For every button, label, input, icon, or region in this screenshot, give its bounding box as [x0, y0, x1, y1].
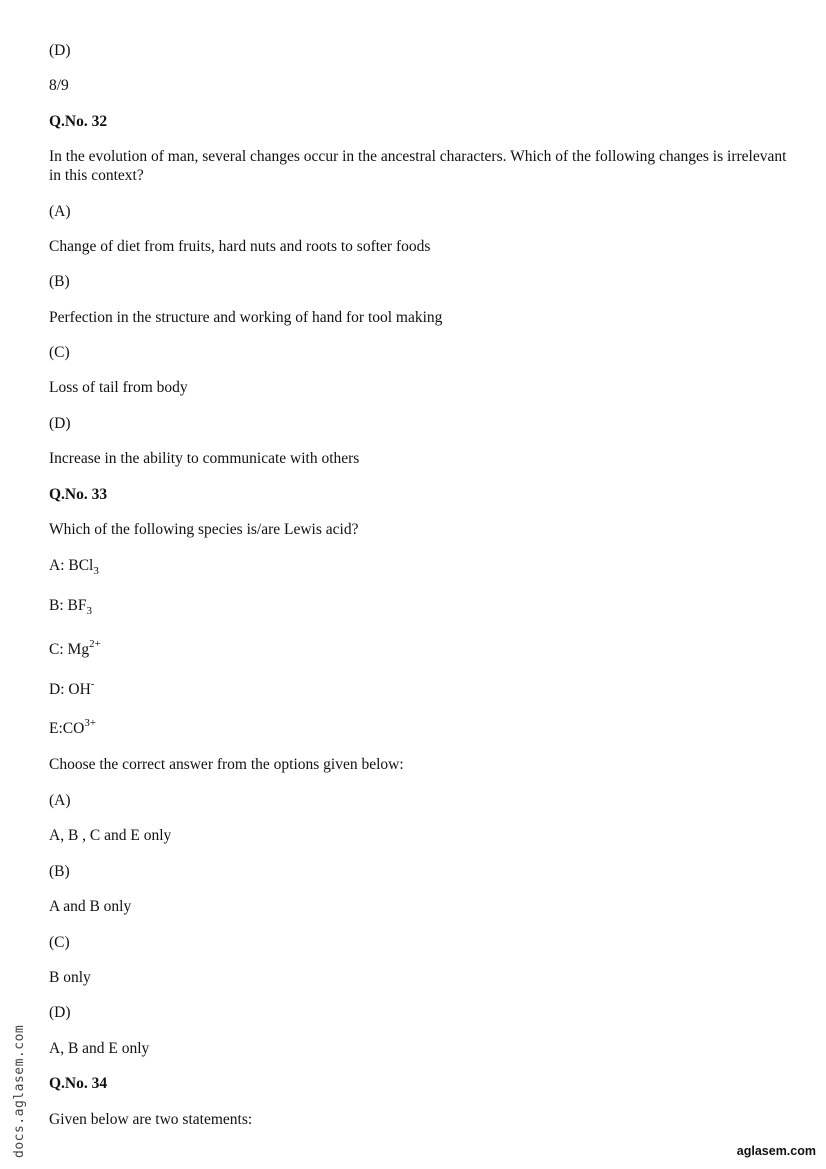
question-number: Q.No. 33 — [49, 486, 108, 503]
species-item: B: $BF_3$ — [49, 597, 92, 617]
option-label: (C) — [49, 934, 70, 951]
watermark: docs.aglasem.com — [12, 1024, 27, 1158]
brand-footer: aglasem.com — [736, 1144, 816, 1158]
option-text: Change of diet from fruits, hard nuts and roots to softer foods — [49, 238, 431, 255]
question-number: Q.No. 32 — [49, 113, 108, 130]
option-label: (B) — [49, 273, 70, 290]
question-text: Which of the following species is/are Lewis acid? — [49, 521, 359, 538]
option-label: (B) — [49, 863, 70, 880]
question-text: Given below are two statements: — [49, 1111, 253, 1128]
option-text: A, B and E only — [49, 1040, 150, 1057]
option-label: (D) — [49, 1004, 71, 1021]
species-item: D: OH- — [49, 678, 95, 698]
option-text: A, B , C and E only — [49, 827, 172, 844]
question-text: In the evolution of man, several changes occur in the ancestral characters. Which of the following changes is irrelevant in this context? — [49, 148, 787, 184]
option-label: (D) — [49, 42, 71, 59]
option-label: (A) — [49, 203, 71, 220]
question-number: Q.No. 34 — [49, 1075, 108, 1092]
species-item: C: $Mg^{2+}$ — [49, 638, 101, 658]
option-text: A and B only — [49, 898, 132, 915]
option-text: 8/9 — [49, 77, 69, 94]
instruction-text: Choose the correct answer from the options given below: — [49, 756, 404, 773]
option-label: (C) — [49, 344, 70, 361]
option-label: (A) — [49, 792, 71, 809]
species-item: A: BCl$_3$ — [49, 557, 99, 577]
option-text: Loss of tail from body — [49, 379, 188, 396]
option-label: (D) — [49, 415, 71, 432]
species-item: $E:CO^{3+}$ — [49, 717, 97, 737]
option-text: Perfection in the structure and working of hand for tool making — [49, 309, 443, 326]
option-text: Increase in the ability to communicate with others — [49, 450, 360, 467]
option-text: B only — [49, 969, 91, 986]
